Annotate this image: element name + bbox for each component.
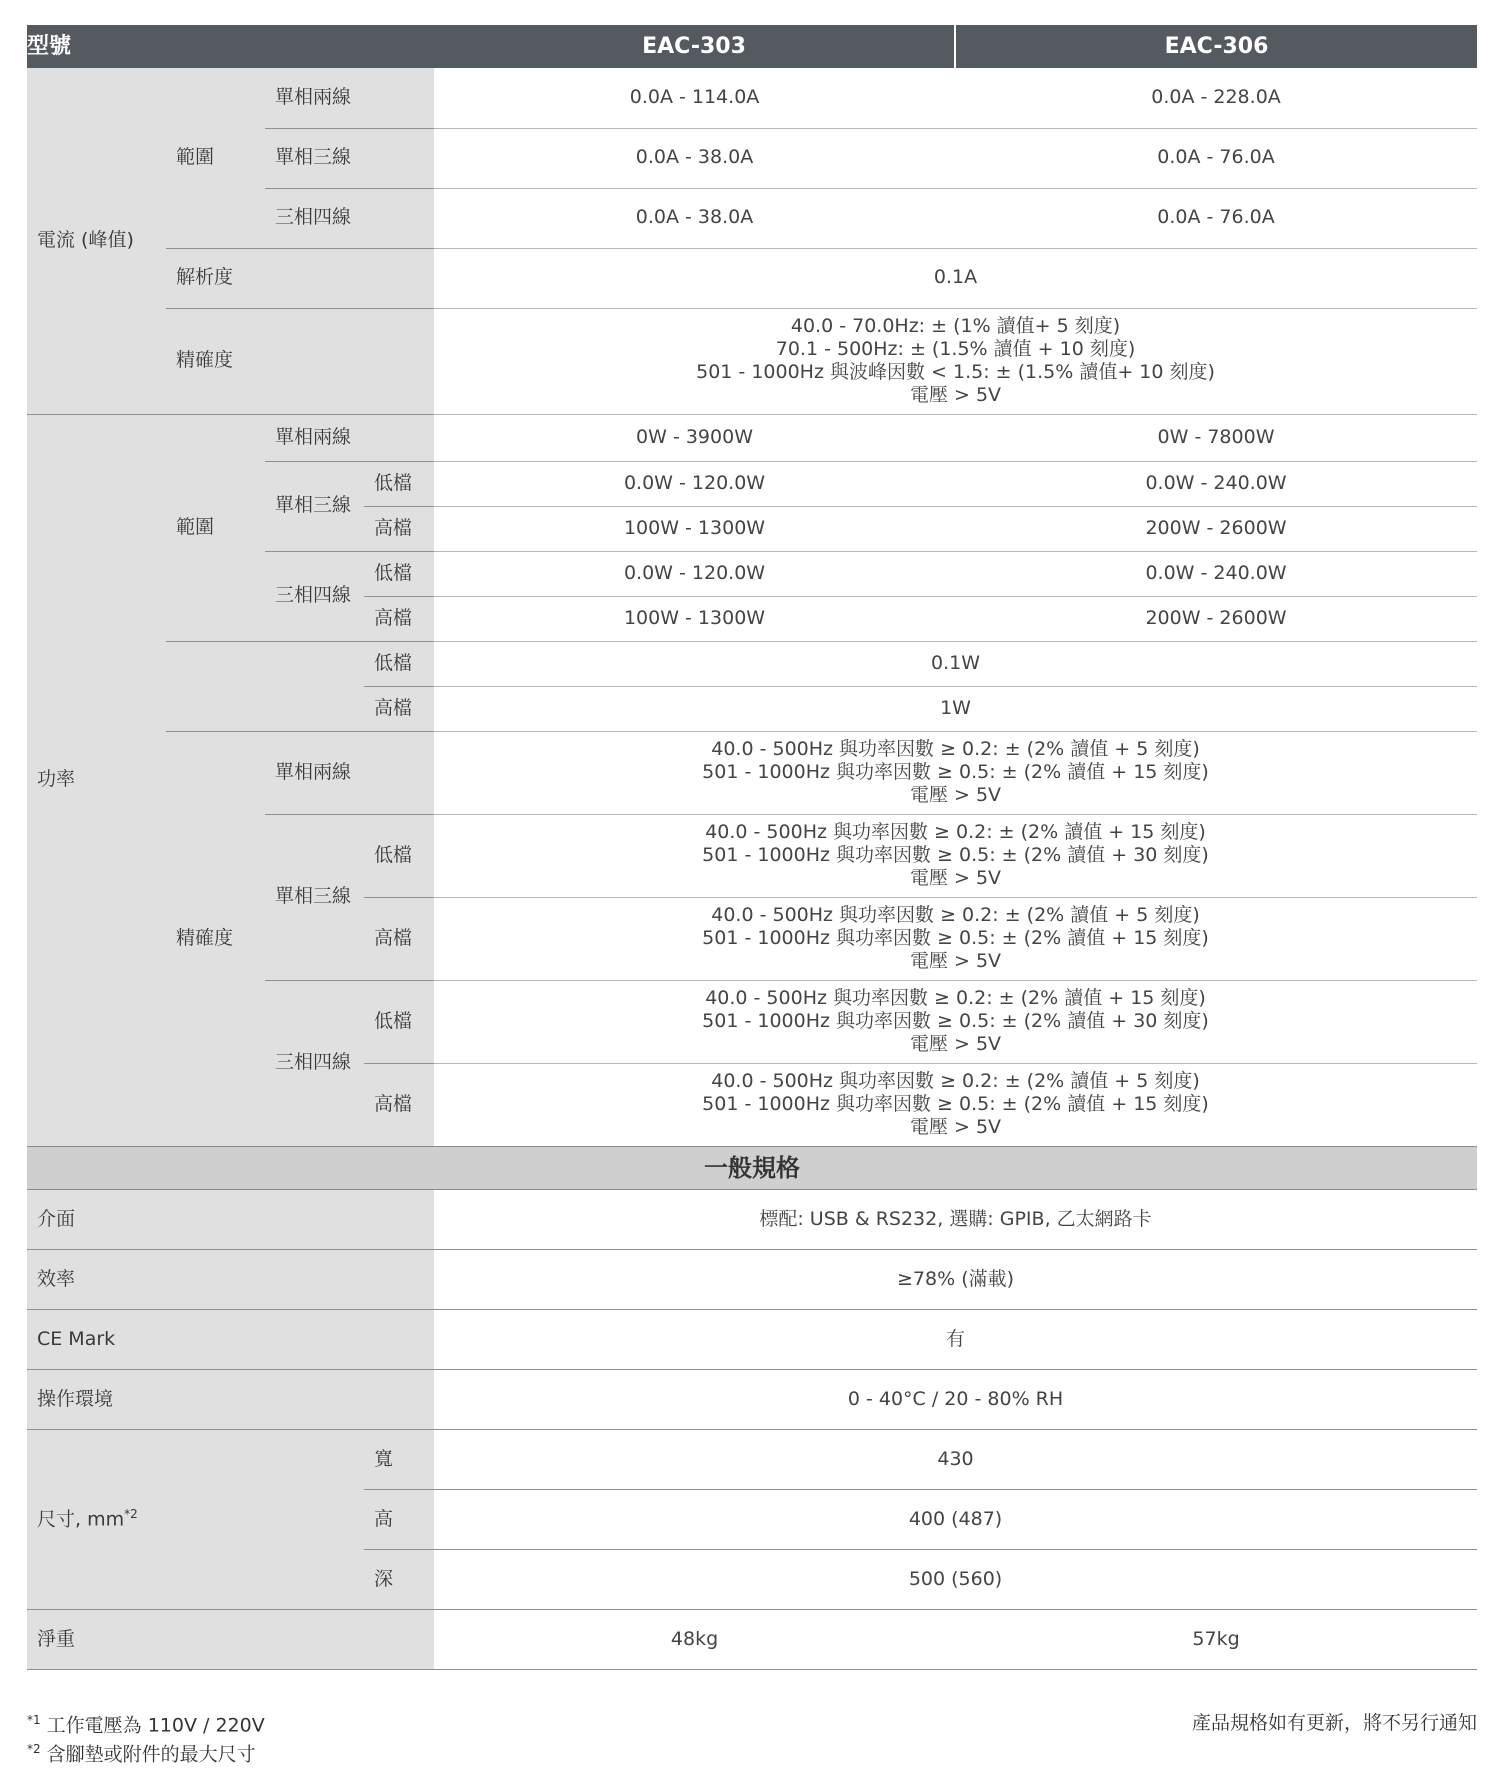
value-cell: 0.0A - 38.0A — [434, 188, 955, 248]
value-cell: 0.0A - 114.0A — [434, 68, 955, 128]
wiring-label: 三相四線 — [265, 551, 364, 641]
ce-mark-value: 有 — [434, 1310, 1477, 1370]
text-line: 電壓 > 5V — [909, 1033, 1002, 1056]
size-label-text: 尺寸, mm — [37, 1508, 125, 1531]
value-cell: 0.0A - 38.0A — [434, 128, 955, 188]
weight-value: 48kg — [434, 1610, 955, 1670]
value-cell: 0.0A - 76.0A — [955, 188, 1477, 248]
level-label: 低檔 — [364, 641, 434, 686]
value-cell: 100W - 1300W — [434, 506, 955, 551]
level-label: 高檔 — [364, 506, 434, 551]
header-model: 型號 — [27, 25, 434, 68]
interface-value: 標配: USB & RS232, 選購: GPIB, 乙太網路卡 — [434, 1190, 1477, 1250]
text-line: 電壓 > 5V — [909, 384, 1002, 407]
text-line: 40.0 - 500Hz 與功率因數 ≥ 0.2: ± (2% 讀值 + 5 刻度) — [711, 1069, 1200, 1092]
wiring-label: 單相三線 — [265, 461, 364, 551]
table-row — [27, 1610, 1477, 1670]
wiring-label: 單相兩線 — [265, 414, 434, 461]
text-line: 40.0 - 500Hz 與功率因數 ≥ 0.2: ± (2% 讀值 + 5 刻度) — [711, 903, 1200, 926]
size-width-label: 寬 — [364, 1430, 434, 1490]
table-row — [27, 1250, 1477, 1310]
text-line: 501 - 1000Hz 與功率因數 ≥ 0.5: ± (2% 讀值 + 30 刻度) — [702, 1009, 1209, 1032]
level-label: 高檔 — [364, 596, 434, 641]
size-height-value: 400 (487) — [434, 1490, 1477, 1550]
footnote — [27, 1737, 265, 1766]
text-line: 40.0 - 500Hz 與功率因數 ≥ 0.2: ± (2% 讀值 + 15 刻度) — [705, 986, 1206, 1009]
level-label: 低檔 — [364, 551, 434, 596]
text-line: 501 - 1000Hz 與功率因數 ≥ 0.5: ± (2% 讀值 + 15 刻度) — [702, 760, 1209, 783]
accuracy-value — [434, 731, 1477, 814]
text-line: 40.0 - 70.0Hz: ± (1% 讀值+ 5 刻度) — [790, 314, 1121, 337]
value-cell: 0.0A - 76.0A — [955, 128, 1477, 188]
value-cell: 1W — [434, 686, 1477, 731]
footnote-mark: *2 — [124, 1506, 138, 1521]
wiring-label: 單相三線 — [265, 128, 434, 188]
weight-value: 57kg — [955, 1610, 1477, 1670]
size-depth-value: 500 (560) — [434, 1550, 1477, 1610]
current-resolution-label: 解析度 — [166, 248, 434, 308]
current-accuracy-value — [434, 308, 1477, 414]
text-line: 501 - 1000Hz 與功率因數 ≥ 0.5: ± (2% 讀值 + 30 刻度) — [702, 843, 1209, 866]
wiring-label: 三相四線 — [265, 980, 364, 1146]
value-cell: 0W - 3900W — [434, 414, 955, 461]
weight-label: 淨重 — [27, 1610, 434, 1670]
text-line: 40.0 - 500Hz 與功率因數 ≥ 0.2: ± (2% 讀值 + 5 刻度) — [711, 737, 1200, 760]
spec-table — [27, 25, 1477, 1670]
accuracy-value — [434, 1063, 1477, 1146]
text-line: 40.0 - 500Hz 與功率因數 ≥ 0.2: ± (2% 讀值 + 15 刻度) — [705, 820, 1206, 843]
size-label — [27, 1430, 364, 1610]
level-label: 低檔 — [364, 461, 434, 506]
table-row — [27, 641, 1477, 686]
level-label: 低檔 — [364, 980, 434, 1063]
level-label: 高檔 — [364, 686, 434, 731]
wiring-label: 單相三線 — [265, 814, 364, 980]
level-label: 高檔 — [364, 1063, 434, 1146]
header-eac303: EAC-303 — [434, 25, 955, 68]
wiring-label: 單相兩線 — [265, 731, 434, 814]
size-width-value: 430 — [434, 1430, 1477, 1490]
level-label: 高檔 — [364, 897, 434, 980]
wiring-label: 單相兩線 — [265, 68, 434, 128]
value-cell: 0.0A - 228.0A — [955, 68, 1477, 128]
value-cell: 200W - 2600W — [955, 596, 1477, 641]
wiring-label: 三相四線 — [265, 188, 434, 248]
value-cell: 0W - 7800W — [955, 414, 1477, 461]
current-accuracy-label: 精確度 — [166, 308, 434, 414]
footnotes — [27, 1708, 265, 1767]
value-cell: 200W - 2600W — [955, 506, 1477, 551]
text-line: 501 - 1000Hz 與波峰因數 < 1.5: ± (1.5% 讀值+ 10 刻度) — [696, 361, 1215, 383]
value-cell: 100W - 1300W — [434, 596, 955, 641]
value-cell: 0.0W - 120.0W — [434, 551, 955, 596]
accuracy-value — [434, 814, 1477, 897]
ce-mark-label: CE Mark — [27, 1310, 434, 1370]
text-line: 501 - 1000Hz 與功率因數 ≥ 0.5: ± (2% 讀值 + 15 刻度) — [702, 1093, 1209, 1116]
value-cell: 0.1A — [434, 248, 1477, 308]
footnote — [27, 1708, 265, 1737]
environment-label: 操作環境 — [27, 1370, 434, 1430]
table-row — [27, 248, 1477, 308]
text-line: 501 - 1000Hz 與功率因數 ≥ 0.5: ± (2% 讀值 + 15 刻度) — [702, 926, 1209, 949]
efficiency-value: ≥78% (滿載) — [434, 1250, 1477, 1310]
interface-label: 介面 — [27, 1190, 434, 1250]
efficiency-label: 效率 — [27, 1250, 434, 1310]
text-line: 電壓 > 5V — [909, 950, 1002, 973]
table-row — [27, 1310, 1477, 1370]
power-resolution-label — [166, 641, 364, 731]
footnote-text: 含腳墊或附件的最大尺寸 — [40, 1743, 256, 1766]
value-cell: 0.0W - 120.0W — [434, 461, 955, 506]
current-label: 電流 (峰值) — [27, 68, 166, 414]
text-line: 電壓 > 5V — [909, 1116, 1002, 1139]
power-range-label: 範圍 — [166, 414, 265, 641]
current-range-label: 範圍 — [166, 68, 265, 248]
table-row — [27, 414, 1477, 461]
power-accuracy-label: 精確度 — [166, 731, 265, 1147]
table-row — [27, 308, 1477, 414]
level-label: 低檔 — [364, 814, 434, 897]
header-row — [27, 25, 1477, 68]
table-row — [27, 731, 1477, 814]
text-line: 電壓 > 5V — [909, 867, 1002, 890]
text-line: 70.1 - 500Hz: ± (1.5% 讀值 + 10 刻度) — [775, 337, 1136, 360]
footnote-mark: *2 — [27, 1742, 41, 1757]
value-cell: 0.0W - 240.0W — [955, 551, 1477, 596]
table-row — [27, 1430, 1477, 1490]
footnote-text: 工作電壓為 110V / 220V — [40, 1714, 265, 1737]
accuracy-value — [434, 980, 1477, 1063]
update-notice: 產品規格如有更新，將不另行通知 — [1191, 1712, 1477, 1734]
header-eac306: EAC-306 — [955, 25, 1477, 68]
value-cell: 0.1W — [434, 641, 1477, 686]
section-header-row — [27, 1147, 1477, 1190]
table-row — [27, 1370, 1477, 1430]
text-line: 電壓 > 5V — [909, 784, 1002, 807]
table-row — [27, 1190, 1477, 1250]
size-depth-label: 深 — [364, 1550, 434, 1610]
general-spec-title: 一般規格 — [27, 1147, 1477, 1190]
accuracy-value — [434, 897, 1477, 980]
size-height-label: 高 — [364, 1490, 434, 1550]
table-row — [27, 68, 1477, 128]
value-cell: 0.0W - 240.0W — [955, 461, 1477, 506]
power-label: 功率 — [27, 414, 166, 1147]
environment-value: 0 - 40°C / 20 - 80% RH — [434, 1370, 1477, 1430]
footnote-mark: *1 — [27, 1713, 41, 1727]
